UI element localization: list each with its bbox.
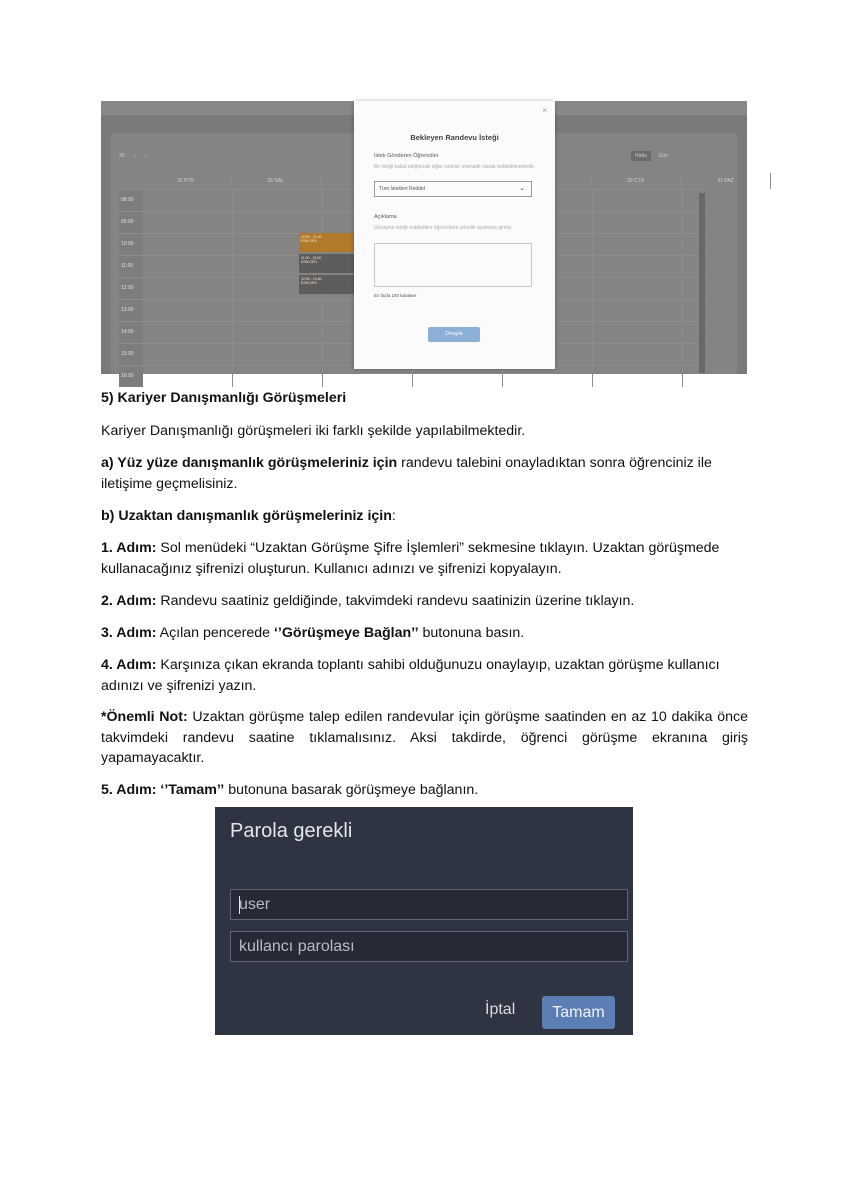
chevron-down-icon: ⌄ — [519, 185, 525, 192]
time-label: 15:00 — [119, 344, 143, 365]
paragraph-a: a) Yüz yüze danışmanlık görüşmeleriniz için randevu talebini onayladıktan sonra öğrenciniz ile iletişime geçmelisiniz. — [101, 455, 712, 492]
char-limit-note: En fazla 150 karakter — [374, 293, 417, 298]
password-dialog — [215, 807, 633, 1035]
dialog-title: Parola gerekli — [230, 820, 353, 842]
calendar-event[interactable] — [299, 233, 355, 252]
students-hint: Bir isteği kabul ettiğinizde diğer istekler otomatik olarak reddedilmektedir. — [374, 164, 535, 170]
calendar-scrollbar[interactable] — [699, 193, 705, 373]
day-header: 31 PAZ — [681, 173, 771, 189]
view-day-button[interactable]: Gün — [658, 153, 668, 159]
calendar-controls — [119, 153, 155, 159]
important-note: *Önemli Not: Uzaktan görüşme talep edilen randevular için görüşme saatinden en az 10 dakika önce takvimdeki randevu saatine tıklamalısınız. Aksi takdirde, öğrenci görüşme ekranına giriş yapamayacaktır. — [101, 709, 748, 766]
time-label: 14:00 — [119, 322, 143, 343]
students-label: İstek Gönderen Öğrenciler — [374, 153, 439, 159]
description-textarea[interactable] — [374, 243, 532, 287]
date-button[interactable]: 30 — [119, 153, 125, 159]
time-label: 12:00 — [119, 278, 143, 299]
time-label: 16:00 — [119, 366, 143, 387]
chevron-right-icon[interactable]: › — [145, 153, 147, 159]
description-hint: Görüşme isteği reddedilen öğrencilere yönelik açıklama giriniz. — [374, 225, 513, 231]
day-header: 25 PTS — [141, 173, 231, 189]
time-label: 10:00 — [119, 234, 143, 255]
chevron-left-icon[interactable]: ‹ — [133, 153, 136, 159]
view-week-button[interactable]: Hafta — [631, 151, 651, 161]
time-label: 13:00 — [119, 300, 143, 321]
paragraph-b: b) Uzaktan danışmanlık görüşmeleriniz için: — [101, 508, 396, 524]
pending-request-modal — [354, 101, 555, 369]
step-3: 3. Adım: Açılan pencerede ‘’Görüşmeye Bağlan’’ butonuna basın. — [101, 625, 525, 641]
description-label: Açıklama — [374, 214, 397, 220]
requests-select[interactable] — [374, 181, 532, 197]
ok-button[interactable]: Tamam — [542, 996, 615, 1029]
day-header: 30 CTS — [591, 173, 681, 189]
close-icon[interactable]: × — [542, 106, 547, 115]
event-label: ESN-DEN — [301, 281, 317, 285]
step-4: 4. Adım: Karşınıza çıkan ekranda toplantı sahibi olduğunuzu onaylayıp, uzaktan görüşme kullanıcı adınızı ve şifrenizi yazın. — [101, 657, 720, 694]
confirm-button[interactable]: Onayla — [428, 327, 480, 342]
day-header: 26 SAL — [231, 173, 321, 189]
section-heading: 5) Kariyer Danışmanlığı Görüşmeleri — [101, 390, 347, 406]
modal-title: Bekleyen Randevu İsteği — [410, 133, 499, 142]
event-time: 11:00 - 12:00 — [301, 256, 322, 260]
username-input[interactable] — [230, 889, 628, 920]
calendar-screenshot — [101, 101, 747, 379]
step-1: 1. Adım: Sol menüdeki “Uzaktan Görüşme Şifre İşlemleri” sekmesine tıklayın. Uzaktan görüşmede kullanacağınız şifrenizi oluşturun. Kullanıcı adınızı ve şifrenizi kopyalayın. — [101, 540, 720, 577]
password-input[interactable] — [230, 931, 628, 962]
intro-paragraph: Kariyer Danışmanlığı görüşmeleri iki farklı şekilde yapılabilmektedir. — [101, 423, 526, 439]
step-2: 2. Adım: Randevu saatiniz geldiğinde, takvimdeki randevu saatinizin üzerine tıklayın. — [101, 593, 635, 609]
time-label: 09:00 — [119, 212, 143, 233]
time-label: 08:00 — [119, 190, 143, 211]
event-label: ESN-DEN — [301, 260, 317, 264]
event-time: 12:00 - 13:00 — [301, 277, 322, 281]
text-cursor — [239, 896, 240, 914]
select-value: Tüm İstekleri Reddet — [379, 186, 426, 192]
cancel-button[interactable]: İptal — [485, 1001, 516, 1018]
event-label: ESN-DEN — [301, 239, 317, 243]
view-switcher — [629, 151, 672, 161]
calendar-event[interactable] — [299, 275, 355, 294]
calendar-event[interactable] — [299, 254, 355, 273]
step-5: 5. Adım: ‘’Tamam’’ butonuna basarak görüşmeye bağlanın. — [101, 782, 479, 798]
event-time: 10:00 - 11:00 — [301, 235, 322, 239]
time-label: 11:00 — [119, 256, 143, 277]
